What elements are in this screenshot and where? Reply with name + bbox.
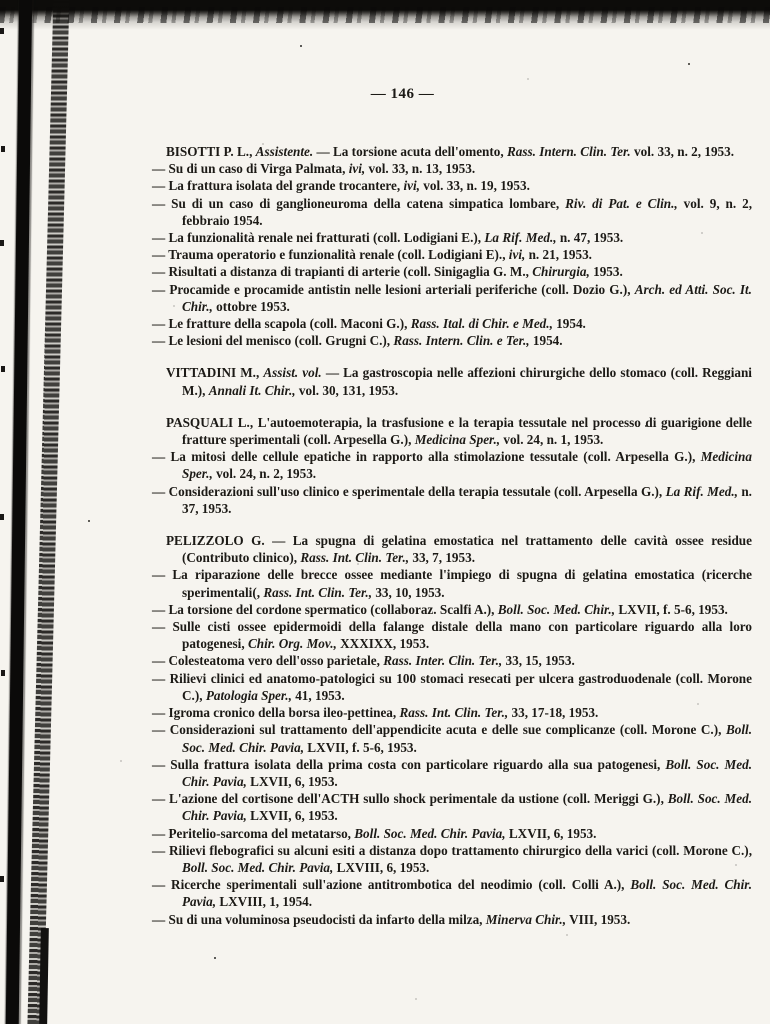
entry-text: — Le fratture della scapola (coll. Maconi G.), [152, 316, 411, 332]
journal-name: La Rif. Med., [484, 230, 557, 246]
entry-text: vol. 33, n. 13, 1953. [365, 161, 476, 177]
bibliography-entry [152, 177, 752, 194]
journal-name: Boll. Soc. Med. Chir., [497, 601, 616, 617]
entry-text: LXVII, f. 5-6, 1953. [304, 739, 417, 755]
scan-artifact-binding-stripe-2 [26, 0, 70, 1024]
journal-name: Rass. Int. Clin. Ter., [399, 705, 509, 721]
bibliography-entry [152, 448, 752, 482]
entry-text: — Sulla frattura isolata della prima costa con particolare riguardo alla sua patogenesi, [152, 756, 666, 772]
journal-name: Boll. Soc. Med. Chir. Pavia, [182, 859, 334, 875]
bibliography-entry [152, 143, 752, 160]
bibliography-entry [152, 618, 752, 652]
entry-text: vol. 30, 131, 1953. [295, 382, 399, 398]
bibliography-entry [152, 315, 752, 332]
bibliography-entry [152, 281, 752, 315]
entry-text: — Igroma cronico della borsa ileo-pettinea, [152, 705, 400, 721]
bibliography-entry [152, 263, 752, 280]
bibliography-section [152, 532, 752, 928]
journal-name: Rass. Ital. di Chir. e Med., [410, 316, 553, 332]
journal-name: Rass. Int. Clin. Ter., [263, 584, 373, 600]
journal-name: Boll. Soc. Med. Chir. Pavia, [182, 722, 752, 755]
bibliography-entry [152, 842, 752, 876]
bibliography-entry [152, 483, 752, 517]
journal-name: Boll. Soc. Med. Chir. Pavia, [182, 877, 752, 910]
entry-text: — Procamide e procamide antistin nelle lesioni arteriali periferiche (coll. Dozio G.), [152, 281, 635, 297]
entry-text: — La riparazione delle brecce ossee mediante l'impiego di spugna di gelatina emostatica (ricerche sperimentali(, [152, 567, 752, 600]
entry-text: — La torsione del cordone spermatico (collaboraz. Scalfi A.), [152, 601, 498, 617]
bibliography-entry [152, 704, 752, 721]
entry-text: — Ricerche sperimentali sull'azione antitrombotica del neodimio (coll. Colli A.), [152, 877, 631, 893]
bibliography-entry [152, 721, 752, 755]
journal-name: Boll. Soc. Med. Chir. Pavia, [354, 825, 506, 841]
entry-text: — Sulle cisti ossee epidermoidi della falange distale della mano con particolare riguardo alla loro patogenesi, [152, 619, 752, 652]
entry-text: XXXIXX, 1953. [336, 636, 430, 652]
entry-text: LXVIII, 1, 1954. [216, 894, 313, 910]
entry-text: LXVII, 6, 1953. [505, 825, 597, 841]
entry-text: — L'azione del cortisone dell'ACTH sullo shock perimentale da ustione (coll. Meriggi G.), [152, 791, 668, 807]
journal-name: Boll. Soc. Med. Chir. Pavia, [182, 791, 753, 824]
entry-text: — Su di un caso di ganglioneuroma della catena simpatica lombare, [152, 195, 566, 211]
entry-text: n. 37, 1953. [182, 483, 752, 516]
entry-text: n. 21, 1953. [525, 247, 592, 263]
entry-text: — Considerazioni sul trattamento dell'appendicite acuta e delle sue complicanze (coll. Morone C.), [152, 722, 726, 738]
journal-name: Assist. vol. [263, 365, 322, 381]
journal-name: Arch. ed Atti. Soc. It. Chir., [182, 281, 752, 314]
journal-name: Annali It. Chir., [208, 382, 296, 398]
bibliography-entry [152, 652, 752, 669]
entry-text: LXVIII, 6, 1953. [333, 859, 430, 875]
entry-text: — Risultati a distanza di trapianti di arterie (coll. Sinigaglia G. M., [152, 264, 533, 280]
entry-text: — Peritelio-sarcoma del metatarso, [152, 825, 355, 841]
entry-text: 1954. [529, 333, 563, 349]
bibliography-section [152, 143, 752, 349]
bibliography-entry [152, 195, 752, 229]
bibliography-entry [152, 332, 752, 349]
entry-text: — Trauma operatorio e funzionalità renale (coll. Lodigiani E)., [152, 247, 509, 263]
scan-artifact-binding-stripe [5, 0, 33, 1024]
scan-artifact-edge-ticks [0, 28, 4, 34]
entry-text: VIII, 1953. [566, 911, 631, 927]
bibliography-entry [152, 911, 752, 928]
entry-text: vol. 33, n. 2, 1953. [630, 144, 735, 159]
bibliography-entry [152, 790, 752, 824]
bibliography-entry [152, 756, 752, 790]
entry-text: — Colesteatoma vero dell'osso parietale, [152, 653, 384, 669]
bibliography-entry [152, 160, 752, 177]
entry-text: ottobre 1953. [212, 298, 290, 314]
journal-name: Chir. Org. Mov., [247, 636, 337, 652]
entry-text: — La torsione acuta dell'omento, [313, 144, 507, 159]
scan-artifact-binding-stripe-3 [39, 928, 49, 1024]
entry-text: — La funzionalità renale nei fratturati (coll. Lodigiani E.), [152, 230, 485, 246]
entry-text: 33, 15, 1953. [502, 653, 575, 669]
entry-text: — La mitosi delle cellule epatiche in rapporto alla stimolazione tessutale (coll. Arpesella G.), [152, 449, 701, 465]
entry-text: 33, 10, 1953. [372, 584, 445, 600]
journal-name: Rass. Intern. Clin. e Ter., [393, 333, 530, 349]
journal-name: Assistente. [255, 144, 314, 159]
journal-name: Chirurgia, [532, 264, 590, 280]
entry-text: 33, 7, 1953. [409, 550, 475, 566]
entry-text: — Su di un caso di Virga Palmata, [152, 161, 349, 177]
journal-name: ivi, [348, 161, 366, 177]
journal-name: Minerva Chir., [485, 911, 567, 927]
bibliography-entry [152, 532, 752, 566]
journal-name: Medicina Sper., [414, 432, 501, 448]
journal-name: Medicina Sper., [182, 449, 752, 482]
entry-text: BISOTTI P. L., [166, 144, 256, 159]
bibliography-entry [152, 364, 752, 398]
bibliography-entry [152, 601, 752, 618]
bibliography-section [152, 364, 752, 398]
bibliography-entry [152, 229, 752, 246]
entry-text: PELIZZOLO G. — La spugna di gelatina emostatica nel trattamento delle cavità ossee residue (Contributo clinico), [166, 533, 752, 566]
entry-text: 33, 17-18, 1953. [508, 705, 599, 721]
journal-name: Riv. di Pat. e Clin., [565, 195, 678, 211]
entry-text: vol. 24, n. 2, 1953. [212, 466, 317, 482]
bibliography-entry [152, 246, 752, 263]
bibliography-entry [152, 876, 752, 910]
entry-text: 1953. [589, 264, 623, 280]
entry-text: LXVII, 6, 1953. [246, 808, 338, 824]
bibliography-entry [152, 414, 752, 448]
journal-name: Boll. Soc. Med. Chir. Pavia, [182, 756, 752, 789]
bibliography-section [152, 414, 752, 517]
entry-text: LXVII, f. 5-6, 1953. [615, 601, 728, 617]
entry-text: LXVII, 6, 1953. [246, 773, 338, 789]
bibliography-entry [152, 670, 752, 704]
entry-text: vol. 33, n. 19, 1953. [419, 178, 530, 194]
entry-text: PASQUALI L., L'autoemoterapia, la trasfusione e la terapia tessutale nel processo di guarigione delle fratture sperimentali (coll. Arpesella G.), [166, 414, 752, 448]
journal-name: ivi, [508, 247, 526, 263]
journal-name: ivi, [403, 178, 420, 194]
journal-name: La Rif. Med., [665, 483, 738, 499]
scan-artifact-top-band [0, 0, 770, 30]
entry-text: vol. 24, n. 1, 1953. [500, 432, 604, 448]
entry-text: — La gastroscopia nelle affezioni chirurgiche dello stomaco (coll. Reggiani M.), [182, 365, 752, 398]
entry-text: — Rilievi clinici ed anatomo-patologici su 100 stomaci resecati per ulcera gastroduodenale (coll. Morone C.), [152, 670, 752, 703]
entry-text: — La frattura isolata del grande trocantere, [152, 178, 404, 194]
bibliography-entry [152, 825, 752, 842]
journal-name: Rass. Int. Clin. Ter., [300, 550, 410, 566]
entry-text: 41, 1953. [291, 687, 345, 703]
entry-text: — Su di una voluminosa pseudocisti da infarto della milza, [152, 911, 486, 927]
journal-name: Patologia Sper., [205, 687, 292, 703]
entry-text: vol. 9, n. 2, febbraio 1954. [182, 195, 753, 228]
journal-name: Rass. Inter. Clin. Ter., [383, 653, 503, 669]
bibliography-entry [152, 566, 752, 600]
page-number: — 146 — [370, 86, 435, 102]
entry-text: — Rilievi flebografici su alcuni esiti a distanza dopo trattamento chirurgico della varici (coll. Morone C.), [152, 842, 752, 858]
entry-text: 1954. [552, 316, 586, 332]
entry-text: VITTADINI M., [166, 365, 264, 381]
entry-text: n. 47, 1953. [556, 230, 624, 246]
entry-text: — Le lesioni del menisco (coll. Grugni C.), [152, 333, 394, 349]
entry-text: — Considerazioni sull'uso clinico e sperimentale della terapia tessutale (coll. Arpesella G.), [152, 483, 666, 499]
bibliography [152, 143, 752, 928]
journal-name: Rass. Intern. Clin. Ter. [506, 144, 631, 159]
